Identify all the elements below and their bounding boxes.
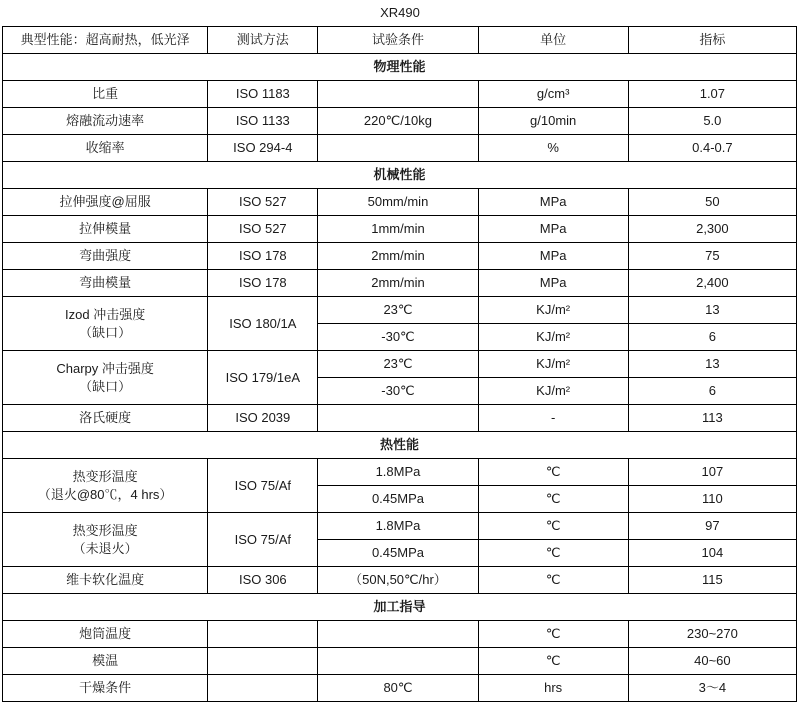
cell-condition: 1.8MPa (318, 513, 478, 540)
cell-value: 230~270 (628, 621, 796, 648)
cell-method: ISO 75/Af (208, 513, 318, 567)
cell-value: 0.4-0.7 (628, 135, 796, 162)
section-header-row (3, 594, 797, 621)
cell-condition: 80℃ (318, 675, 478, 702)
cell-condition: 0.45MPa (318, 486, 478, 513)
cell-property-line1: Izod 冲击强度 (65, 306, 146, 322)
cell-method: ISO 75/Af (208, 459, 318, 513)
cell-value: 97 (628, 513, 796, 540)
cell-unit: KJ/m² (478, 378, 628, 405)
cell-value: 110 (628, 486, 796, 513)
cell-value: 3～4 (628, 675, 796, 702)
cell-condition: 23℃ (318, 297, 478, 324)
cell-value: 115 (628, 567, 796, 594)
cell-value: 104 (628, 540, 796, 567)
cell-value: 2,300 (628, 216, 796, 243)
cell-unit: KJ/m² (478, 297, 628, 324)
table-row (3, 270, 797, 297)
table-row (3, 108, 797, 135)
cell-unit: hrs (478, 675, 628, 702)
cell-unit: ℃ (478, 486, 628, 513)
cell-condition: 0.45MPa (318, 540, 478, 567)
cell-condition: 1mm/min (318, 216, 478, 243)
table-header-row (3, 27, 797, 54)
cell-property: 洛氏硬度 (3, 405, 208, 432)
cell-condition (318, 621, 478, 648)
cell-unit: MPa (478, 189, 628, 216)
table-row (3, 405, 797, 432)
cell-method: ISO 178 (208, 270, 318, 297)
table-row (3, 675, 797, 702)
column-header-unit: 单位 (478, 27, 628, 54)
cell-method: ISO 180/1A (208, 297, 318, 351)
table-row (3, 513, 797, 540)
cell-unit: MPa (478, 243, 628, 270)
cell-condition: （50N,50℃/hr） (318, 567, 478, 594)
cell-value: 13 (628, 297, 796, 324)
cell-method (208, 621, 318, 648)
cell-method: ISO 294-4 (208, 135, 318, 162)
cell-condition: 1.8MPa (318, 459, 478, 486)
cell-method: ISO 178 (208, 243, 318, 270)
cell-value: 113 (628, 405, 796, 432)
specifications-table (2, 26, 797, 702)
cell-property: 弯曲模量 (3, 270, 208, 297)
table-row (3, 459, 797, 486)
cell-property: 收缩率 (3, 135, 208, 162)
cell-condition: 50mm/min (318, 189, 478, 216)
cell-property-line2: （缺口） (79, 324, 132, 340)
cell-method: ISO 527 (208, 216, 318, 243)
cell-condition: 2mm/min (318, 270, 478, 297)
table-row (3, 621, 797, 648)
section-title-thermal: 热性能 (3, 432, 797, 459)
cell-unit: MPa (478, 216, 628, 243)
table-row (3, 189, 797, 216)
table-row (3, 297, 797, 324)
cell-unit: ℃ (478, 540, 628, 567)
cell-value: 5.0 (628, 108, 796, 135)
cell-property-hdt-annealed (3, 459, 208, 513)
cell-unit: ℃ (478, 459, 628, 486)
cell-method: ISO 1183 (208, 81, 318, 108)
cell-property: 熔融流动速率 (3, 108, 208, 135)
cell-condition (318, 81, 478, 108)
page-title: XR490 (380, 5, 420, 20)
section-title-physical: 物理性能 (3, 54, 797, 81)
table-row (3, 135, 797, 162)
cell-unit: - (478, 405, 628, 432)
cell-property-line2: （缺口） (79, 378, 132, 394)
cell-property-line2: （未退火） (72, 540, 138, 556)
cell-property-line2: （退火@80℃，4 hrs） (37, 486, 173, 502)
cell-property: 比重 (3, 81, 208, 108)
cell-value: 6 (628, 324, 796, 351)
cell-condition (318, 135, 478, 162)
cell-method (208, 675, 318, 702)
table-row (3, 81, 797, 108)
column-header-value: 指标 (628, 27, 796, 54)
cell-method (208, 648, 318, 675)
cell-condition: -30℃ (318, 324, 478, 351)
cell-unit: ℃ (478, 648, 628, 675)
cell-value: 1.07 (628, 81, 796, 108)
section-header-row (3, 162, 797, 189)
cell-property: 维卡软化温度 (3, 567, 208, 594)
table-row (3, 216, 797, 243)
section-title-processing: 加工指导 (3, 594, 797, 621)
cell-unit: KJ/m² (478, 324, 628, 351)
cell-method: ISO 2039 (208, 405, 318, 432)
table-row (3, 351, 797, 378)
cell-condition (318, 648, 478, 675)
cell-method: ISO 179/1eA (208, 351, 318, 405)
section-header-row (3, 432, 797, 459)
cell-property: 弯曲强度 (3, 243, 208, 270)
cell-condition: 23℃ (318, 351, 478, 378)
cell-unit: MPa (478, 270, 628, 297)
cell-condition (318, 405, 478, 432)
cell-condition: -30℃ (318, 378, 478, 405)
section-header-row (3, 54, 797, 81)
cell-value: 6 (628, 378, 796, 405)
cell-property: 拉伸模量 (3, 216, 208, 243)
cell-method: ISO 1133 (208, 108, 318, 135)
cell-property-charpy (3, 351, 208, 405)
cell-unit: g/cm³ (478, 81, 628, 108)
cell-property-line1: 热变形温度 (72, 522, 138, 538)
cell-condition: 2mm/min (318, 243, 478, 270)
cell-unit: KJ/m² (478, 351, 628, 378)
cell-value: 40~60 (628, 648, 796, 675)
cell-condition: 220℃/10kg (318, 108, 478, 135)
cell-property-hdt-unannealed (3, 513, 208, 567)
column-header-method: 测试方法 (208, 27, 318, 54)
cell-property-line1: 热变形温度 (72, 468, 138, 484)
table-row (3, 648, 797, 675)
cell-property-line1: Charpy 冲击强度 (56, 360, 154, 376)
cell-unit: ℃ (478, 513, 628, 540)
cell-method: ISO 527 (208, 189, 318, 216)
cell-value: 107 (628, 459, 796, 486)
cell-unit: ℃ (478, 621, 628, 648)
cell-value: 50 (628, 189, 796, 216)
cell-property: 拉伸强度@屈服 (3, 189, 208, 216)
cell-unit: g/10min (478, 108, 628, 135)
table-row (3, 567, 797, 594)
column-header-property: 典型性能：超高耐热，低光泽 (3, 27, 208, 54)
cell-unit: ℃ (478, 567, 628, 594)
cell-property: 模温 (3, 648, 208, 675)
cell-property: 炮筒温度 (3, 621, 208, 648)
section-title-mechanical: 机械性能 (3, 162, 797, 189)
cell-value: 13 (628, 351, 796, 378)
cell-value: 75 (628, 243, 796, 270)
column-header-condition: 试验条件 (318, 27, 478, 54)
cell-method: ISO 306 (208, 567, 318, 594)
cell-unit: % (478, 135, 628, 162)
cell-property-izod (3, 297, 208, 351)
cell-value: 2,400 (628, 270, 796, 297)
cell-property: 干燥条件 (3, 675, 208, 702)
table-row (3, 243, 797, 270)
